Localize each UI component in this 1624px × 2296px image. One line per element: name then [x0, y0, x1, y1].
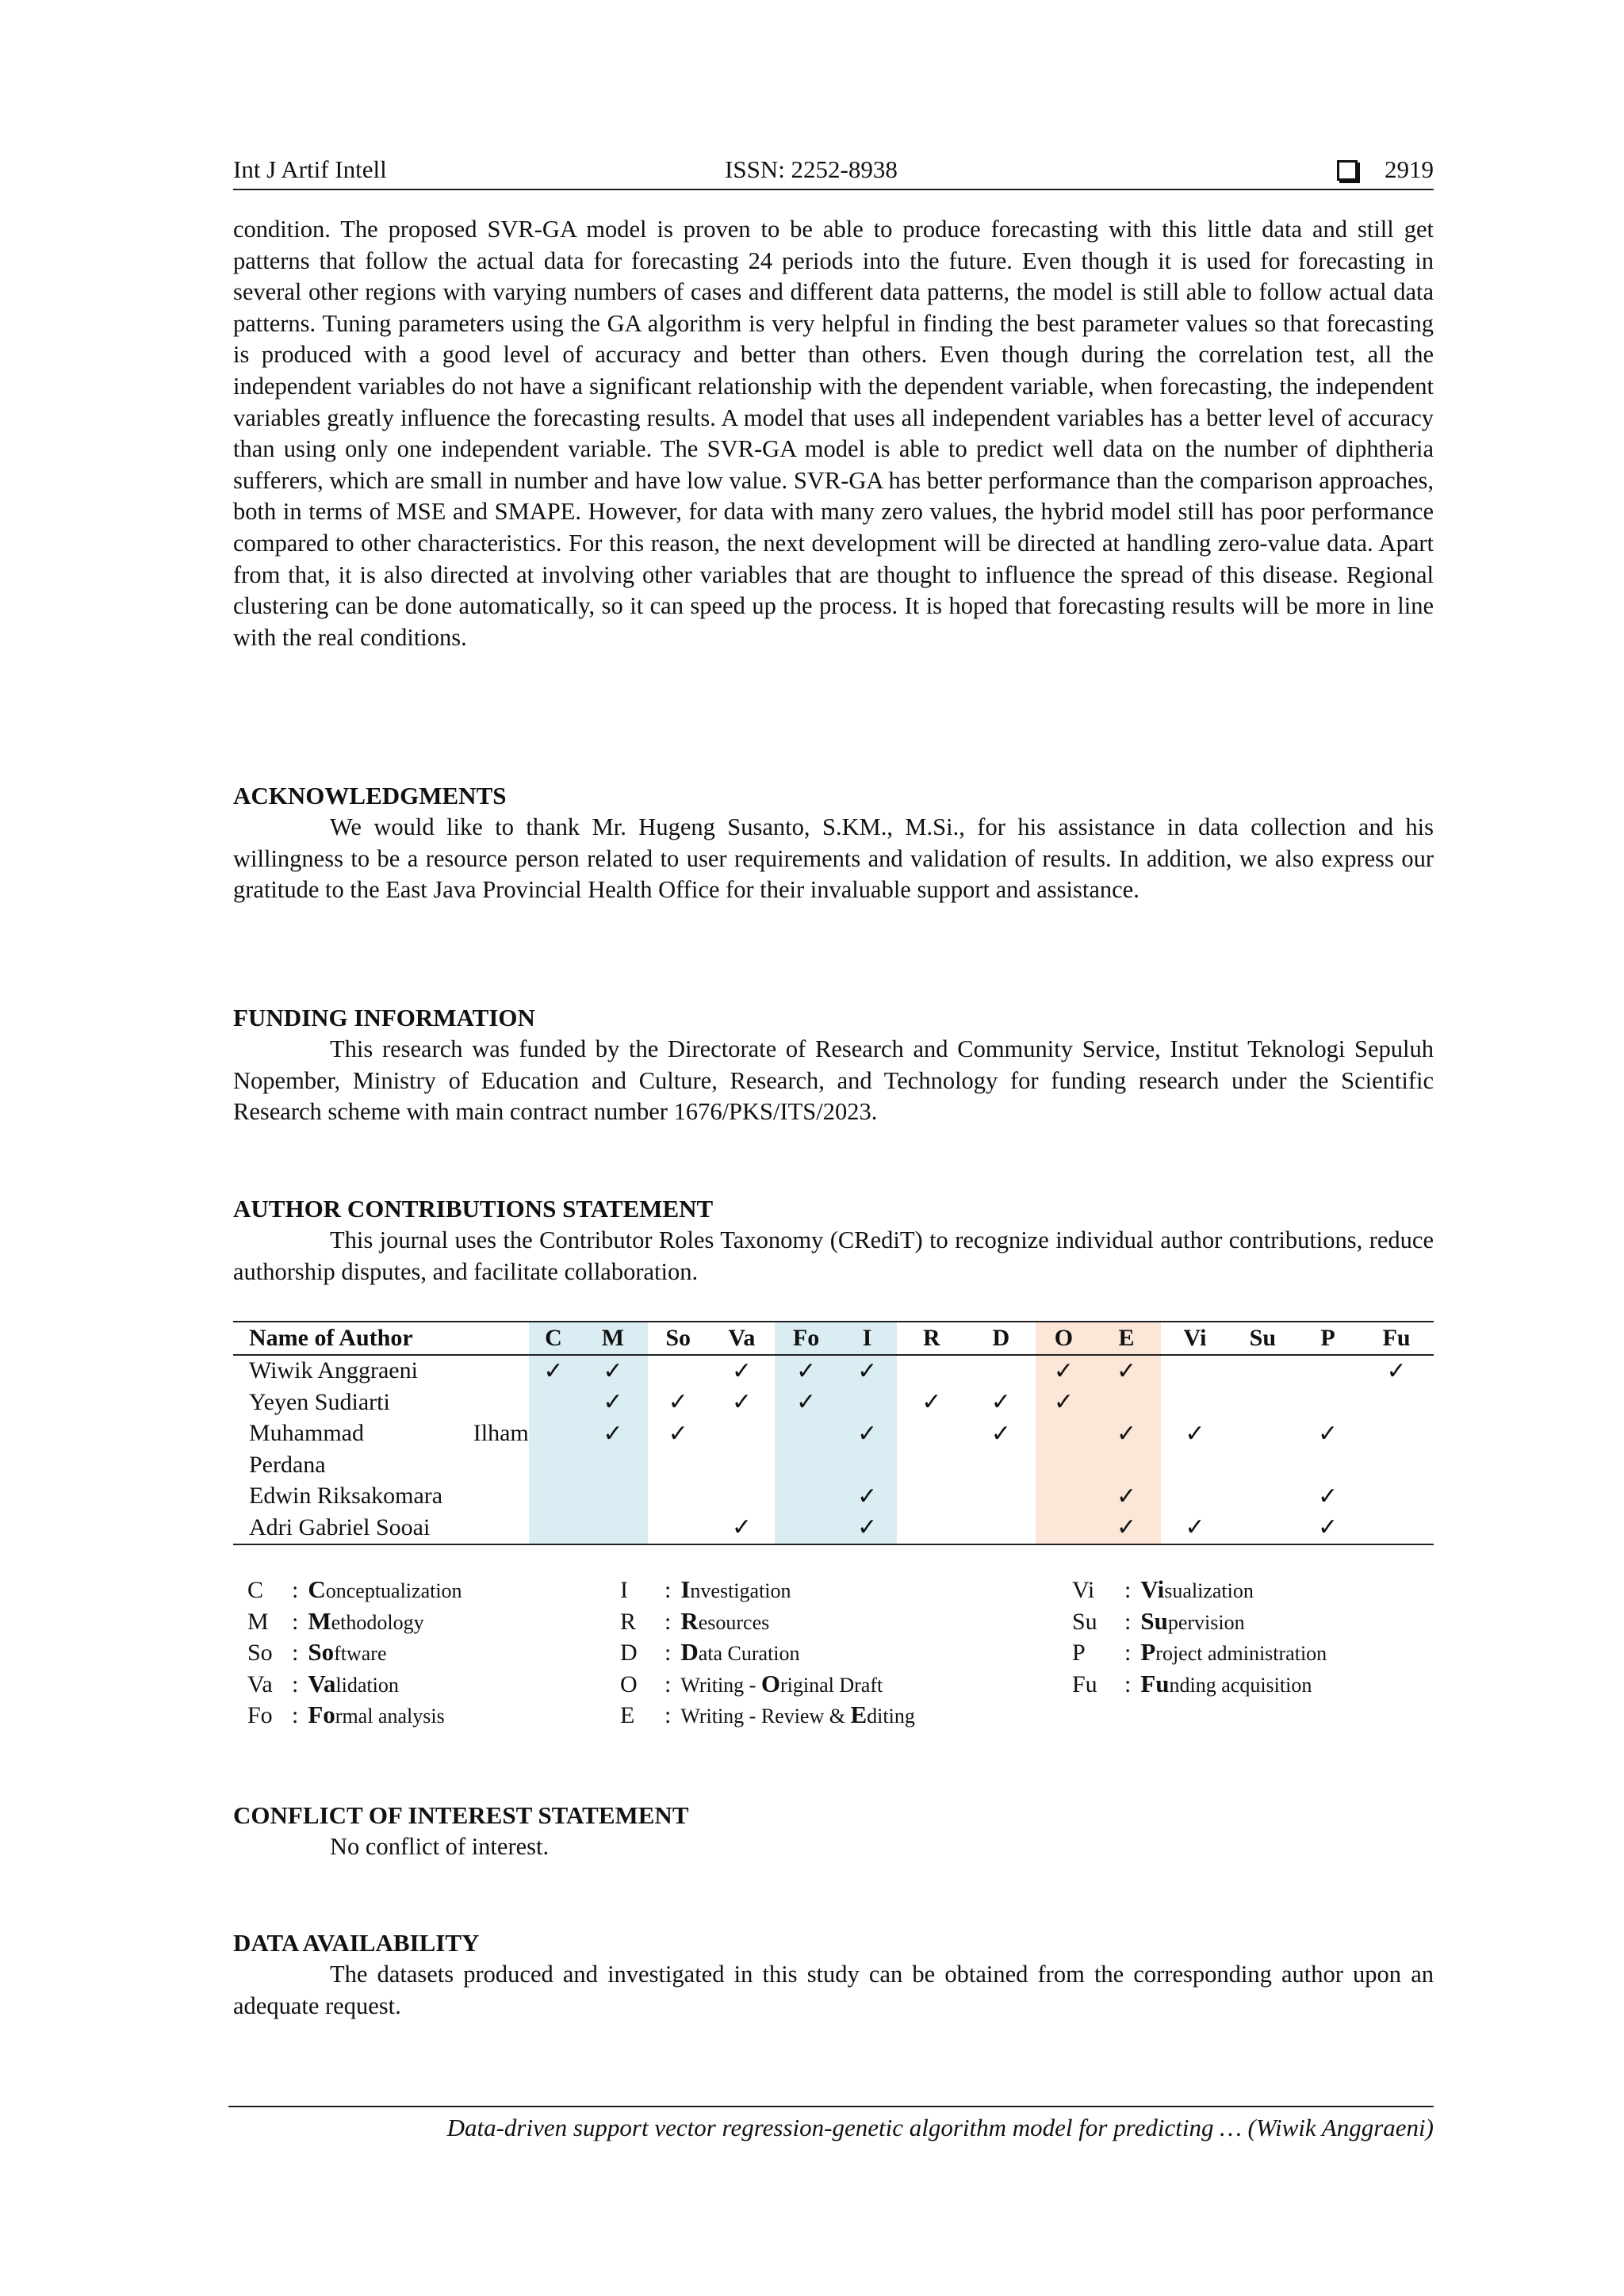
legend-item: [620, 1636, 915, 1668]
empty-cell: [648, 1481, 709, 1513]
column-header-fo: Fo: [775, 1322, 837, 1355]
funding-section: [233, 1002, 1434, 1128]
column-header-o: O: [1036, 1322, 1092, 1355]
check-mark-icon: ✓: [731, 1357, 752, 1384]
legend-item: [247, 1668, 462, 1700]
legend-colon: :: [292, 1702, 299, 1729]
legend-item: [620, 1699, 915, 1731]
author-name: [233, 1481, 529, 1513]
legend-item: [1072, 1605, 1327, 1637]
empty-cell: [1229, 1449, 1297, 1481]
check-mark-icon: ✓: [921, 1389, 942, 1416]
author-name: [233, 1418, 529, 1450]
empty-cell: [1359, 1481, 1434, 1513]
legend-description: Project administration: [1140, 1638, 1327, 1667]
data-availability-section: [233, 1927, 1434, 2022]
legend-abbr: P: [1072, 1640, 1086, 1667]
empty-cell: [578, 1449, 647, 1481]
legend-abbr: Su: [1072, 1608, 1097, 1635]
legend-colon: :: [665, 1670, 672, 1697]
legend-abbr: R: [620, 1608, 637, 1635]
check-mark-icon: ✓: [1386, 1357, 1407, 1384]
legend-description: Data Curation: [680, 1638, 800, 1667]
conclusion-paragraph: condition. The proposed SVR-GA model is proven to be able to produce forecasting with this little data and still get patterns that follow the actual data for forecasting 24 periods into the future. Even though it is used for forecasting in several other regions with varying numbers of cases and different data patterns, the model is still able to follow actual data patterns. Tuning parameters using the GA algorithm is very helpful in finding the best parameter values so that forecasting is produced with a good level of accuracy and better than others. Even though during the correlation test, all the independent variables do not have a significant relationship with the dependent variable, when forecasting, the independent variables greatly influence the forecasting results. A model that uses all independent variables has a better level of accuracy than using only one independent variable. The SVR-GA model is able to predict well data on the number of diphtheria sufferers, which are small in number and have low value. SVR-GA has better performance than the comparison approaches, both in terms of MSE and SMAPE. However, for data with many zero values, the hybrid model still has poor performance compared to other characteristics. For this reason, the next development will be directed at handling zero-value data. Apart from that, it is also directed at involving other variables that are thought to influence the spread of this disease. Regional clustering can be done automatically, so it can speed up the process. It is hoped that forecasting results will be more in line with the real conditions.: [233, 216, 1434, 651]
table-row: [233, 1355, 1434, 1387]
check-mark-icon: ✓: [529, 1355, 578, 1387]
empty-cell: [775, 1512, 837, 1544]
section-heading: AUTHOR CONTRIBUTIONS STATEMENT: [233, 1195, 714, 1223]
empty-cell: [1229, 1418, 1297, 1450]
legend-description: Funding acquisition: [1140, 1669, 1312, 1697]
legend-abbr: E: [620, 1702, 635, 1729]
legend-abbr: O: [620, 1670, 638, 1697]
check-mark-icon: ✓: [1092, 1355, 1161, 1387]
empty-cell: [648, 1355, 709, 1387]
table-header-row: [233, 1322, 1434, 1355]
empty-cell: [897, 1355, 966, 1387]
check-mark-icon: ✓: [775, 1387, 837, 1418]
legend-column: [1072, 1574, 1327, 1699]
legend-abbr: I: [620, 1577, 628, 1603]
legend-abbr: C: [247, 1577, 264, 1603]
empty-cell: [1092, 1449, 1161, 1481]
legend-item: [620, 1574, 915, 1605]
empty-cell: [529, 1481, 578, 1513]
empty-cell: [1161, 1449, 1228, 1481]
empty-cell: [709, 1449, 775, 1481]
legend-colon: :: [665, 1640, 672, 1667]
empty-cell: [1229, 1355, 1297, 1387]
empty-cell: [1036, 1512, 1092, 1544]
empty-cell: [529, 1512, 578, 1544]
empty-cell: [897, 1449, 966, 1481]
check-mark-icon: ✓: [668, 1420, 688, 1447]
legend-description: Supervision: [1140, 1606, 1245, 1635]
empty-cell: [709, 1481, 775, 1513]
check-mark-icon: ✓: [578, 1387, 647, 1418]
empty-cell: [529, 1387, 578, 1418]
author-name-text: Edwin Riksakomara: [249, 1483, 443, 1510]
column-header-vi: Vi: [1161, 1322, 1228, 1355]
check-mark-icon: ✓: [668, 1389, 688, 1416]
legend-description: Software: [308, 1638, 387, 1667]
legend-description: Formal analysis: [308, 1701, 445, 1729]
legend-colon: :: [1124, 1670, 1132, 1697]
empty-cell: [1229, 1481, 1297, 1513]
author-name: [233, 1355, 529, 1387]
author-name-text: Muhammad Ilham: [249, 1420, 529, 1447]
empty-cell: [967, 1512, 1036, 1544]
column-header-m: M: [578, 1322, 647, 1355]
check-mark-icon: ✓: [1318, 1483, 1339, 1510]
legend-abbr: D: [620, 1640, 638, 1667]
empty-cell: [775, 1481, 837, 1513]
table-row: [233, 1449, 1434, 1481]
legend-colon: :: [292, 1640, 299, 1667]
empty-cell: [967, 1355, 1036, 1387]
legend-item: [247, 1574, 462, 1605]
empty-cell: [1297, 1449, 1359, 1481]
check-mark-icon: ✓: [1185, 1420, 1205, 1447]
legend-abbr: Fo: [247, 1702, 273, 1729]
journal-name: Int J Artif Intell: [233, 155, 387, 183]
contributions-table-wrap: [233, 1321, 1434, 1545]
author-contributions-section: [233, 1193, 1434, 1288]
check-mark-icon: ✓: [837, 1418, 897, 1450]
legend-item: [1072, 1636, 1327, 1668]
check-mark-icon: ✓: [731, 1389, 752, 1416]
author-name-text: Yeyen Sudiarti: [249, 1388, 390, 1415]
empty-cell: [1036, 1418, 1092, 1450]
section-heading: FUNDING INFORMATION: [233, 1004, 535, 1031]
legend-description: Conceptualization: [308, 1575, 462, 1603]
empty-cell: [1229, 1387, 1297, 1418]
check-mark-icon: ✓: [1092, 1512, 1161, 1544]
legend-item: [247, 1699, 462, 1731]
legend-colon: :: [1124, 1577, 1132, 1603]
section-heading: CONFLICT OF INTEREST STATEMENT: [233, 1801, 689, 1829]
check-mark-icon: ✓: [1318, 1420, 1339, 1447]
legend-abbr: So: [247, 1640, 273, 1667]
empty-cell: [1161, 1481, 1228, 1513]
legend-column: [247, 1574, 462, 1731]
column-header-p: P: [1297, 1322, 1359, 1355]
running-header: [233, 154, 1434, 190]
legend-description: Writing - Review & Editing: [680, 1701, 915, 1729]
legend-item: [247, 1605, 462, 1637]
empty-cell: [1359, 1512, 1434, 1544]
author-name-text: Adri Gabriel Sooai: [249, 1513, 431, 1540]
legend-colon: :: [1124, 1640, 1132, 1667]
empty-cell: [578, 1512, 647, 1544]
empty-cell: [578, 1481, 647, 1513]
legend-item: [247, 1636, 462, 1668]
column-header-fu: Fu: [1359, 1322, 1434, 1355]
table-row: [233, 1512, 1434, 1544]
acknowledgments-section: [233, 780, 1434, 906]
column-header-d: D: [967, 1322, 1036, 1355]
legend-colon: :: [1124, 1608, 1132, 1635]
empty-cell: [837, 1449, 897, 1481]
author-name: [233, 1512, 529, 1544]
column-header-i: I: [837, 1322, 897, 1355]
check-mark-icon: ✓: [578, 1355, 647, 1387]
running-footer: [228, 2106, 1434, 2141]
legend-description: Visualization: [1140, 1575, 1254, 1603]
legend-column: [620, 1574, 915, 1731]
check-mark-icon: ✓: [837, 1481, 897, 1513]
author-name-text: Perdana: [249, 1451, 326, 1478]
contributions-table: [233, 1321, 1434, 1545]
column-header-e: E: [1092, 1322, 1161, 1355]
empty-cell: [897, 1512, 966, 1544]
check-mark-icon: ✓: [1297, 1512, 1359, 1544]
legend-colon: :: [665, 1608, 672, 1635]
check-mark-icon: ✓: [709, 1512, 775, 1544]
empty-cell: [529, 1418, 578, 1450]
legend-colon: :: [292, 1608, 299, 1635]
author-name-text: Wiwik Anggraeni: [249, 1357, 418, 1384]
check-mark-icon: ✓: [837, 1512, 897, 1544]
legend-colon: :: [665, 1577, 672, 1603]
legend-item: [620, 1605, 915, 1637]
legend-abbr: M: [247, 1608, 269, 1635]
empty-cell: [897, 1481, 966, 1513]
empty-cell: [1161, 1387, 1228, 1418]
section-heading: DATA AVAILABILITY: [233, 1929, 480, 1957]
column-header-va: Va: [709, 1322, 775, 1355]
empty-cell: [1036, 1449, 1092, 1481]
check-mark-icon: ✓: [1036, 1355, 1092, 1387]
page-number: 2919: [1385, 155, 1434, 183]
conflict-paragraph: No conflict of interest.: [330, 1833, 550, 1860]
check-mark-icon: ✓: [1036, 1387, 1092, 1418]
empty-cell: [897, 1418, 966, 1450]
empty-cell: [1161, 1355, 1228, 1387]
legend-item: [1072, 1668, 1327, 1700]
legend-colon: :: [665, 1702, 672, 1729]
empty-cell: [529, 1449, 578, 1481]
empty-cell: [837, 1387, 897, 1418]
table-row: [233, 1418, 1434, 1450]
legend-description: Writing - Original Draft: [680, 1669, 883, 1697]
column-header-r: R: [897, 1322, 966, 1355]
author-name: [233, 1387, 529, 1418]
legend-item: [1072, 1574, 1327, 1605]
empty-cell: [709, 1418, 775, 1450]
footer-text: Data-driven support vector regression-genetic algorithm model for predicting … (Wiwik Anggraeni): [446, 2114, 1434, 2141]
legend-colon: :: [292, 1670, 299, 1697]
check-mark-icon: ✓: [1092, 1481, 1161, 1513]
check-mark-icon: ✓: [775, 1355, 837, 1387]
empty-cell: [1359, 1387, 1434, 1418]
square-box-icon: [1337, 160, 1358, 181]
empty-cell: [1229, 1512, 1297, 1544]
column-header-c: C: [529, 1322, 578, 1355]
empty-cell: [1359, 1449, 1434, 1481]
author-name: [233, 1449, 529, 1481]
table-row: [233, 1387, 1434, 1418]
data-availability-paragraph: The datasets produced and investigated in this study can be obtained from the corresponding author upon an adequate request.: [233, 1961, 1434, 2019]
legend-abbr: Vi: [1072, 1577, 1095, 1603]
contributions-paragraph: This journal uses the Contributor Roles Taxonomy (CRediT) to recognize individual author contributions, reduce authorship disputes, and facilitate collaboration.: [233, 1226, 1434, 1285]
legend-description: Methodology: [308, 1606, 424, 1635]
column-header-su: Su: [1229, 1322, 1297, 1355]
legend-abbr: Fu: [1072, 1670, 1097, 1697]
legend-description: Investigation: [680, 1575, 791, 1603]
check-mark-icon: ✓: [837, 1355, 897, 1387]
empty-cell: [1359, 1418, 1434, 1450]
legend-item: [620, 1668, 915, 1700]
check-mark-icon: ✓: [578, 1418, 647, 1450]
conflict-section: [233, 1800, 1434, 1863]
empty-cell: [1297, 1355, 1359, 1387]
legend-description: Resources: [680, 1606, 770, 1635]
empty-cell: [1092, 1387, 1161, 1418]
column-header-so: So: [648, 1322, 709, 1355]
table-row: [233, 1481, 1434, 1513]
section-heading: ACKNOWLEDGMENTS: [233, 782, 507, 809]
check-mark-icon: ✓: [990, 1420, 1011, 1447]
funding-paragraph: This research was funded by the Directorate of Research and Community Service, Institut Teknologi Sepuluh Nopember, Ministry of Education and Culture, Research, and Technology for funding research under the Scientific Research scheme with main contract number 1676/PKS/ITS/2023.: [233, 1035, 1434, 1126]
issn: ISSN: 2252-8938: [725, 155, 898, 183]
empty-cell: [967, 1481, 1036, 1513]
empty-cell: [775, 1418, 837, 1450]
legend-abbr: Va: [247, 1670, 273, 1697]
empty-cell: [775, 1449, 837, 1481]
check-mark-icon: ✓: [1092, 1418, 1161, 1450]
check-mark-icon: ✓: [1161, 1512, 1228, 1544]
conclusion-section: [233, 214, 1434, 653]
empty-cell: [648, 1449, 709, 1481]
name-header: Name of Author: [233, 1322, 529, 1355]
legend-colon: :: [292, 1577, 299, 1603]
empty-cell: [1036, 1481, 1092, 1513]
empty-cell: [967, 1449, 1036, 1481]
check-mark-icon: ✓: [990, 1389, 1011, 1416]
acknowledgments-paragraph: We would like to thank Mr. Hugeng Susanto, S.KM., M.Si., for his assistance in data collection and his willingness to be a resource person related to user requirements and validation of results. In addition, we also express our gratitude to the East Java Provincial Health Office for their invaluable support and assistance.: [233, 813, 1434, 904]
empty-cell: [1297, 1387, 1359, 1418]
empty-cell: [648, 1512, 709, 1544]
legend-description: Validation: [308, 1669, 399, 1697]
